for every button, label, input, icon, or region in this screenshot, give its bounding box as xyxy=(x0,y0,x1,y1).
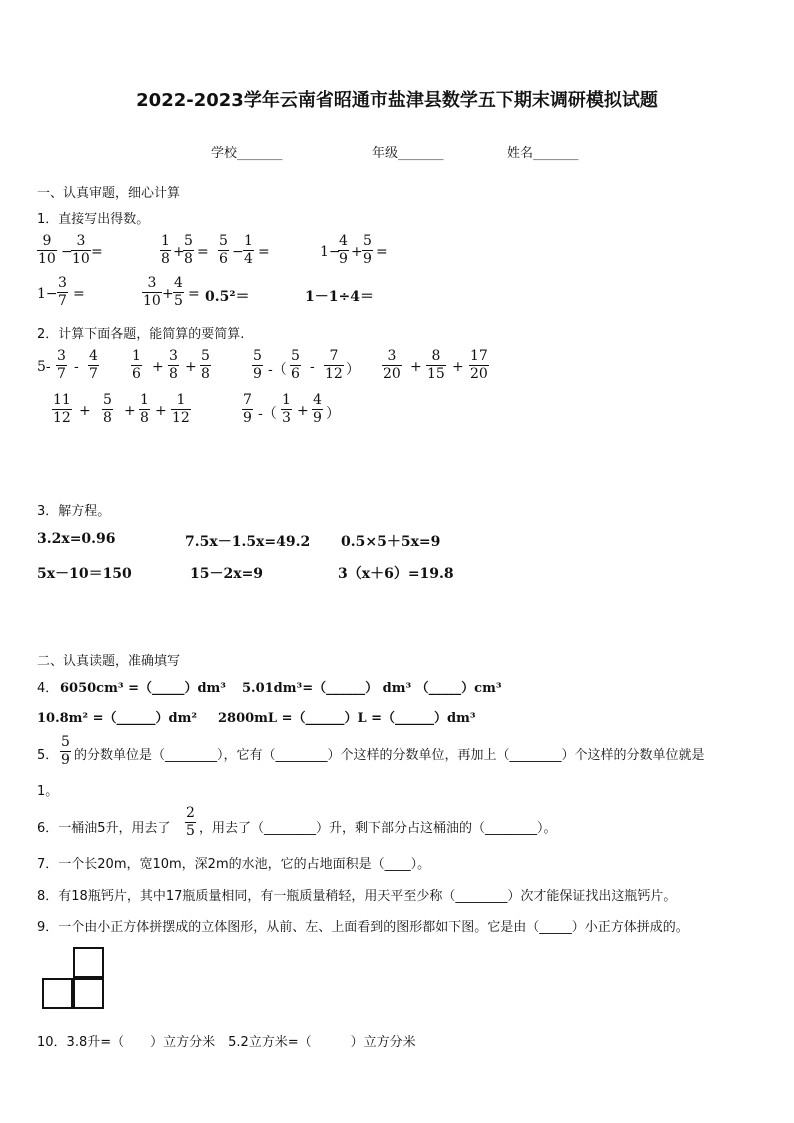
operator: 1− xyxy=(320,244,341,260)
fraction: $\frac{5}{9}$ xyxy=(61,734,70,768)
operator: = xyxy=(188,286,200,302)
q3-label: 3．解方程。 xyxy=(37,504,111,519)
page-title: 2022-2023学年云南省昭通市盐津县数学五下期末调研模拟试题 xyxy=(136,90,658,111)
q4-item: 2800mL =（______）L =（______）dm³ xyxy=(218,711,476,726)
q5-text: 的分数单位是（________），它有（________）个这样的分数单位，再加上（________）个这样的分数单位就是 xyxy=(74,748,705,763)
operator: + xyxy=(185,359,197,375)
operator: − xyxy=(61,244,73,260)
fraction: $\frac{1}{4}$ xyxy=(244,233,253,267)
q6-text: 6．一桶油5升，用去了 xyxy=(37,821,171,836)
equation: 15－2x=9 xyxy=(190,566,264,582)
fraction: $\frac{5}{6}$ xyxy=(291,348,300,382)
q4-number: 4． xyxy=(37,681,59,696)
fraction: $\frac{5}{8}$ xyxy=(201,348,210,382)
fraction: $\frac{3}{7}$ xyxy=(57,348,66,382)
fraction: $\frac{5}{8}$ xyxy=(103,392,112,426)
operator: + xyxy=(152,359,164,375)
school-field[interactable]: 学校_______ xyxy=(211,146,283,161)
grade-field[interactable]: 年级_______ xyxy=(372,146,444,161)
q9-text: 9．一个由小正方体拼摆成的立体图形，从前、左、上面看到的图形都如下图。它是由（_____）小正方体拼成的。 xyxy=(37,920,689,935)
fraction: $\frac{3}{20}$ xyxy=(383,348,401,382)
fraction: $\frac{5}{9}$ xyxy=(363,233,372,267)
operator: + xyxy=(79,403,91,419)
operator: + xyxy=(124,403,136,419)
fraction: $\frac{5}{6}$ xyxy=(219,233,228,267)
operator: - xyxy=(310,359,315,375)
operator: + xyxy=(351,244,363,260)
operator: = xyxy=(73,286,85,302)
section-heading-1: 一、认真审题，细心计算 xyxy=(37,186,181,201)
fraction: $\frac{1}{12}$ xyxy=(172,392,190,426)
operator: + xyxy=(162,286,174,302)
cube-square xyxy=(73,978,104,1009)
equation: 5x－10＝150 xyxy=(37,566,132,582)
fraction: $\frac{3}{10}$ xyxy=(143,275,161,309)
cube-square xyxy=(42,978,73,1009)
fraction: $\frac{1}{8}$ xyxy=(140,392,149,426)
operator: + xyxy=(410,359,422,375)
q6-text-end: ，用去了（________）升，剩下部分占这桶油的（________）。 xyxy=(199,821,557,836)
operator: + xyxy=(297,403,309,419)
operator: + xyxy=(173,244,185,260)
fraction: $\frac{3}{8}$ xyxy=(169,348,178,382)
fraction: $\frac{11}{12}$ xyxy=(53,392,71,426)
equation: 7.5x－1.5x=49.2 xyxy=(185,534,311,550)
fraction: $\frac{2}{5}$ xyxy=(186,805,195,839)
fraction: $\frac{8}{15}$ xyxy=(427,348,445,382)
q5-end: 1。 xyxy=(37,784,59,799)
fraction: $\frac{17}{20}$ xyxy=(470,348,488,382)
q4-item: 10.8m² =（______）dm² xyxy=(37,711,198,726)
fraction: $\frac{4}{9}$ xyxy=(313,392,322,426)
q10-text: 10．3.8升=（ ）立方分米 5.2立方米=（ ）立方分米 xyxy=(37,1035,416,1050)
operator: + xyxy=(155,403,167,419)
fraction: $\frac{7}{12}$ xyxy=(325,348,343,382)
fraction: $\frac{3}{10}$ xyxy=(72,233,90,267)
operator: -（ xyxy=(258,406,277,422)
fraction: $\frac{1}{6}$ xyxy=(132,348,141,382)
operator: = xyxy=(376,244,388,260)
q7-text: 7．一个长20m，宽10m，深2m的水池，它的占地面积是（____）。 xyxy=(37,857,431,872)
fraction: $\frac{3}{7}$ xyxy=(58,275,67,309)
fraction: $\frac{4}{9}$ xyxy=(339,233,348,267)
equation: 0.5×5＋5x=9 xyxy=(341,534,441,550)
expression: 1－1÷4＝ xyxy=(305,289,374,305)
name-field[interactable]: 姓名_______ xyxy=(507,146,579,161)
operator: -（ xyxy=(268,362,287,378)
fraction: $\frac{9}{10}$ xyxy=(38,233,56,267)
fraction: $\frac{7}{9}$ xyxy=(243,392,252,426)
operator: − xyxy=(232,244,244,260)
equation: 3（x＋6）=19.8 xyxy=(338,566,454,582)
fraction: $\frac{4}{7}$ xyxy=(89,348,98,382)
cube-square xyxy=(73,947,104,978)
operator: 5- xyxy=(37,359,51,375)
operator: ） xyxy=(346,362,360,378)
fraction: $\frac{5}{8}$ xyxy=(184,233,193,267)
section-heading-2: 二、认真读题，准确填写 xyxy=(37,654,181,669)
operator: = xyxy=(91,244,103,260)
q1-label: 1．直接写出得数。 xyxy=(37,212,150,227)
q8-text: 8．有18瓶钙片，其中17瓶质量相同，有一瓶质量稍轻，用天平至少称（________）次才能保证找出这瓶钙片。 xyxy=(37,889,677,904)
q5-number: 5． xyxy=(37,748,59,763)
fraction: $\frac{1}{3}$ xyxy=(282,392,291,426)
operator: = xyxy=(197,244,209,260)
expression: 0.5²＝ xyxy=(205,289,250,305)
operator: 1− xyxy=(37,286,58,302)
q2-label: 2．计算下面各题，能简算的要简算. xyxy=(37,327,245,342)
fraction: $\frac{1}{8}$ xyxy=(161,233,170,267)
operator: - xyxy=(74,359,79,375)
operator: ） xyxy=(326,406,340,422)
operator: = xyxy=(258,244,270,260)
fraction: $\frac{4}{5}$ xyxy=(174,275,183,309)
equation: 3.2x=0.96 xyxy=(37,531,116,547)
q4-item: 6050cm³ =（_____）dm³ xyxy=(60,681,227,696)
operator: + xyxy=(452,359,464,375)
fraction: $\frac{5}{9}$ xyxy=(253,348,262,382)
q4-item: 5.01dm³=（______） dm³ （_____）cm³ xyxy=(242,681,502,696)
